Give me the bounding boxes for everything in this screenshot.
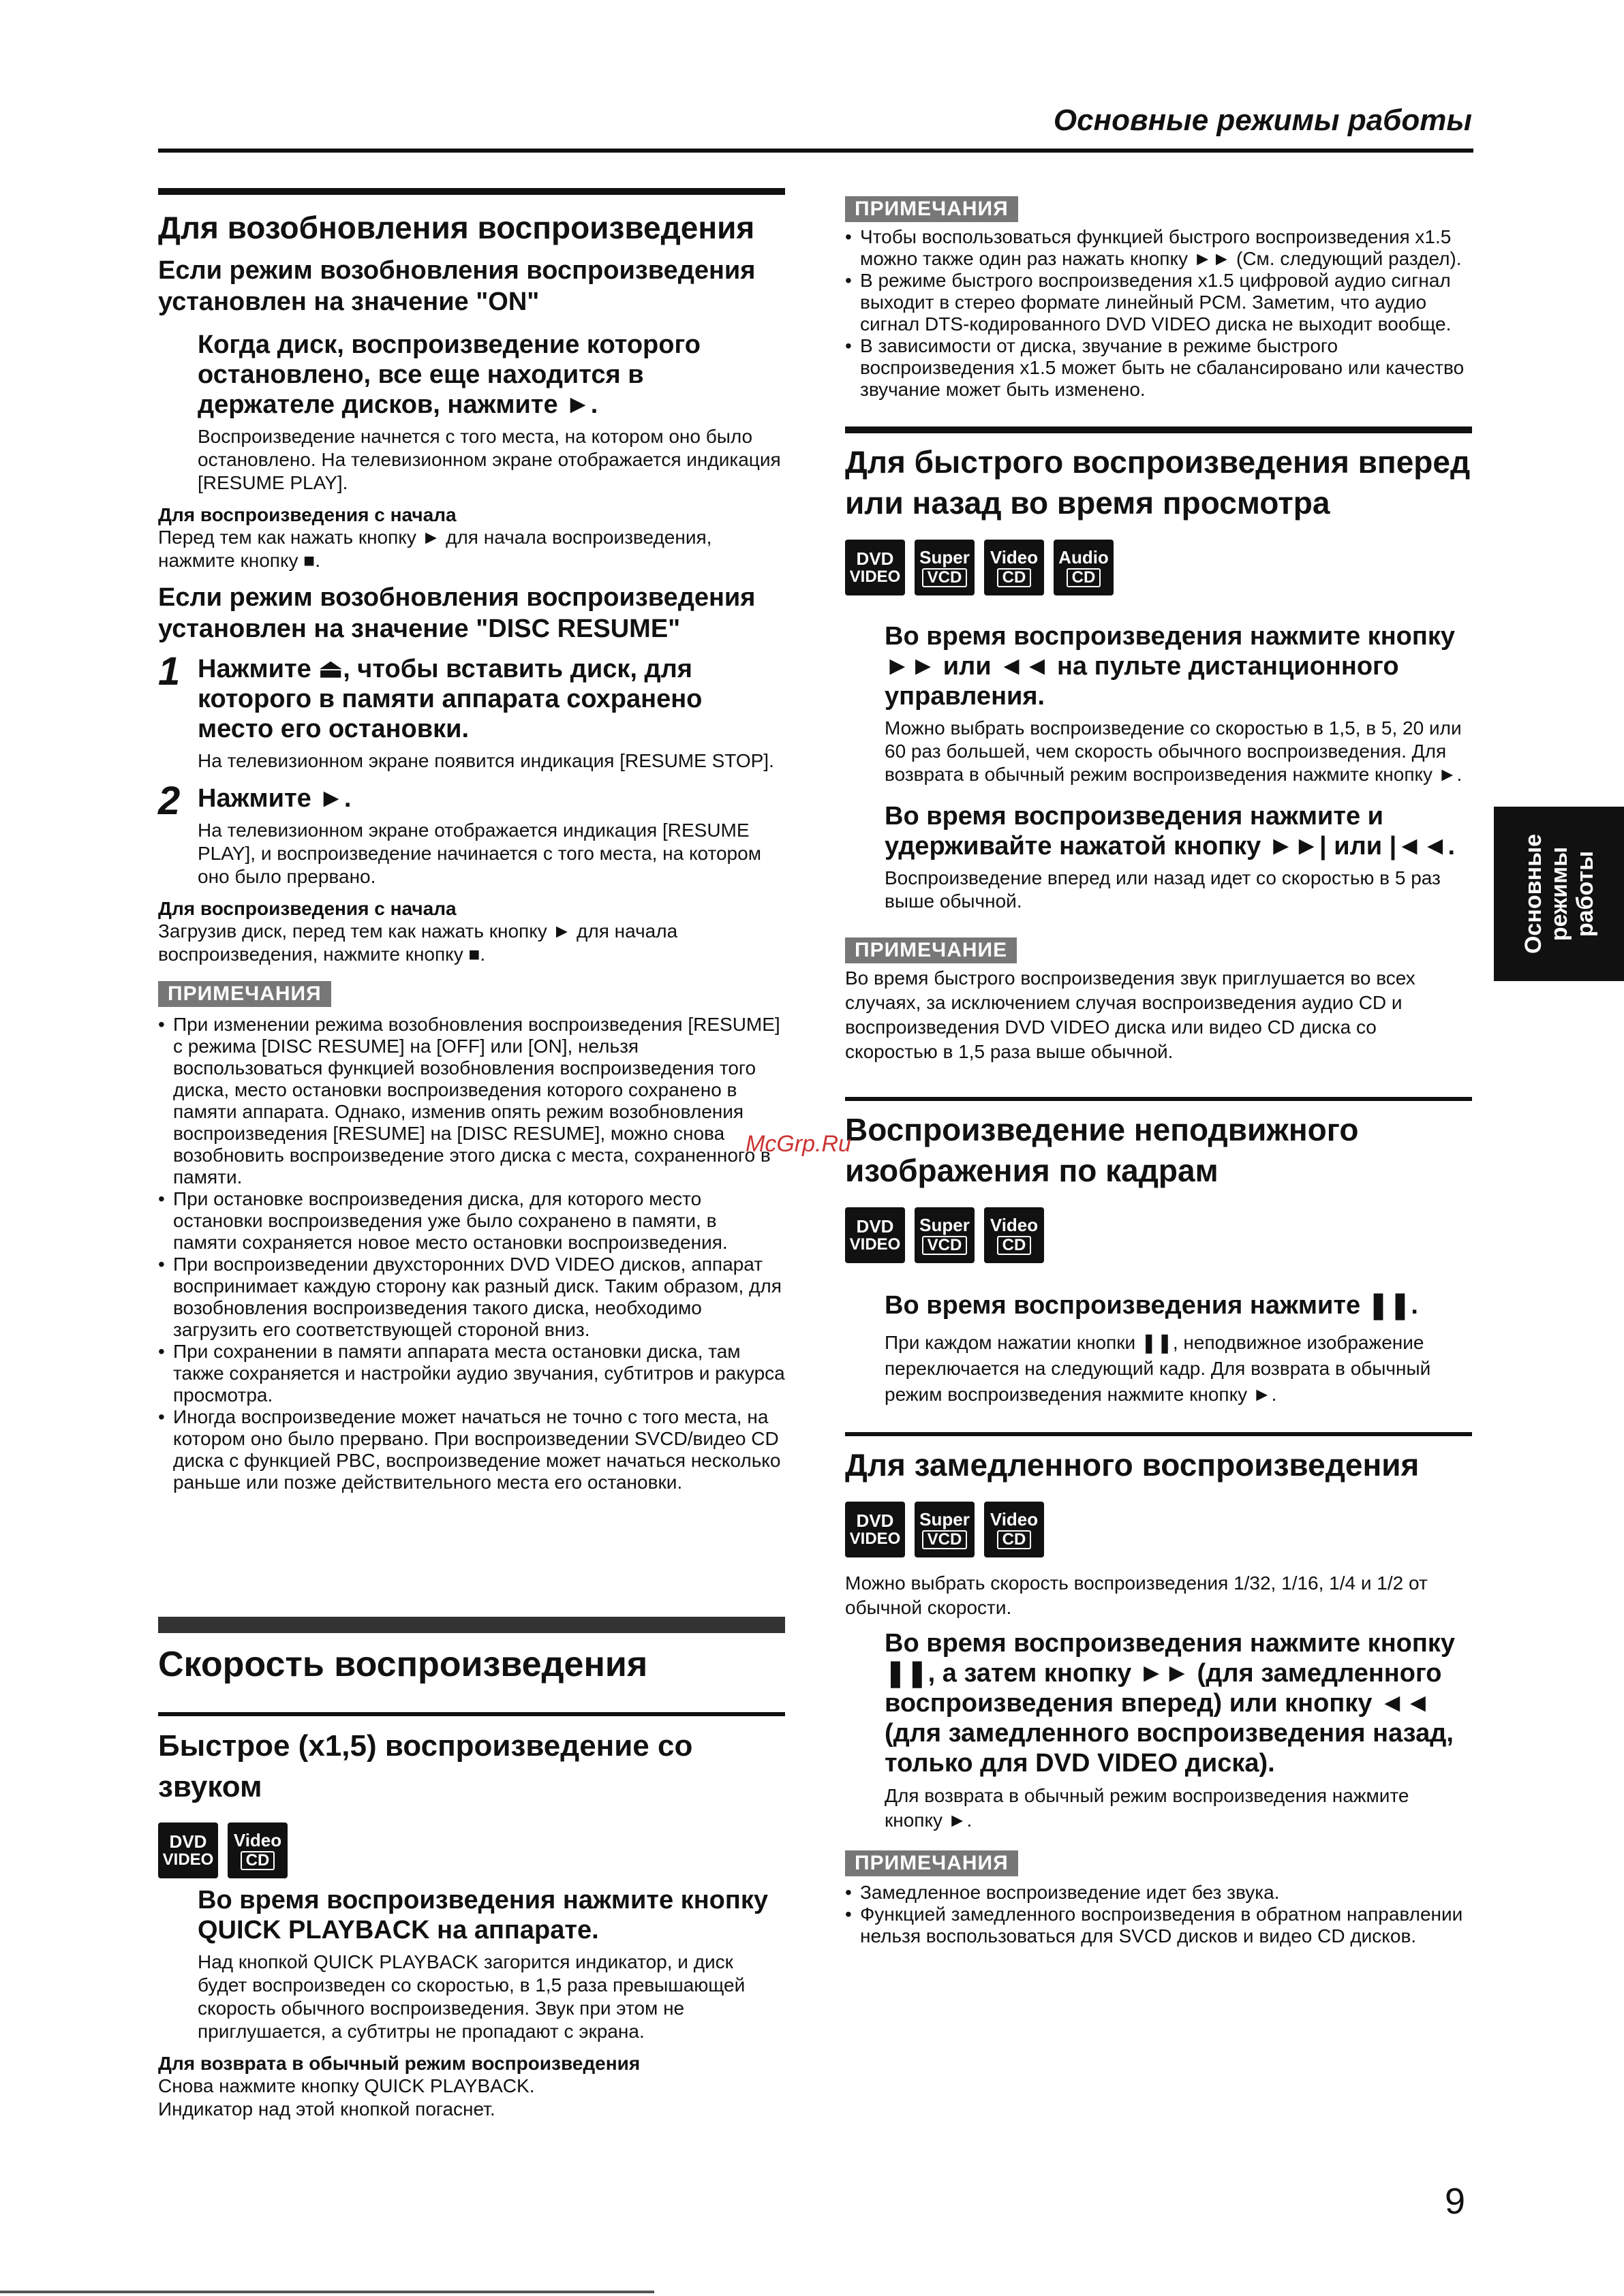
slow-notes-list	[845, 1882, 1472, 1947]
speed-section-title: Скорость воспроизведения	[158, 1645, 648, 1684]
note-item: • Замедленное воспроизведение идет без звука.	[845, 1882, 1472, 1904]
notes-badge-slow: ПРИМЕЧАНИЯ	[845, 1850, 1018, 1876]
top-notes-list	[845, 226, 1472, 401]
video-cd-logo: Video CD	[228, 1822, 288, 1878]
fast-note-text: Во время быстрого воспроизведения звук приглушается во всех случаях, за исключением случая воспроизведения аудио CD и воспроизведения DVD VIDEO диска или видео CD диска со скоростью в 1,5 раза выше обычной.	[845, 967, 1415, 1062]
note-item: • В зависимости от диска, звучание в режиме быстрого воспроизведения x1.5 может быть не сбалансировано или качество звучание может быть изменено.	[845, 335, 1472, 401]
disc-logos	[845, 540, 1472, 595]
fast-body-2: Воспроизведение вперед или назад идет со скоростью в 5 раз выше обычной.	[885, 867, 1441, 912]
note-item: • При сохранении в памяти аппарата места остановки диска, там также сохраняется и настройки аудио звучания, субтитров и ракурса просмотра.	[158, 1341, 785, 1406]
slow-section-title: Для замедленного воспроизведения	[845, 1447, 1420, 1483]
page-header-title: Основные режимы работы	[1053, 104, 1472, 137]
resume-on-body: Воспроизведение начнется с того места, на котором оно было остановлено. На телевизионном экране отображается индикация [RESUME PLAY].	[198, 426, 781, 493]
subsection-rule	[158, 1712, 785, 1716]
dvd-video-logo: DVD VIDEO	[158, 1822, 218, 1878]
resume-notes-list	[158, 1014, 785, 1493]
quick-play-step: Во время воспроизведения нажмите кнопку QUICK PLAYBACK на аппарате.	[198, 1886, 768, 1944]
dvd-video-logo: DVD VIDEO	[845, 540, 905, 595]
fast-body-1: Можно выбрать воспроизведение со скоростью в 1,5, в 5, 20 или 60 раз большей, чем скорость обычного воспроизведения. Для возврата в обычный режим воспроизведения нажмите кнопку ►.	[885, 717, 1462, 785]
disc-step-1-body: На телевизионном экране появится индикация [RESUME STOP].	[198, 750, 774, 771]
video-cd-logo: Video CD	[984, 1502, 1044, 1557]
slow-body: Для возврата в обычный режим воспроизведения нажмите кнопку ►.	[885, 1785, 1409, 1831]
frame-body: При каждом нажатии кнопки ❚❚, неподвижное изображение переключается на следующий кадр. Для возврата в обычный режим воспроизведения нажмите кнопку ►.	[885, 1332, 1431, 1405]
audio-cd-logo: Audio CD	[1054, 540, 1114, 595]
page-number: 9	[1445, 2181, 1466, 2222]
resume-disc-heading: Если режим возобновления воспроизведения установлен на значение "DISC RESUME"	[158, 583, 756, 643]
watermark: McGrp.Ru	[746, 1131, 851, 1157]
frame-section-title: Воспроизведение неподвижного изображения по кадрам	[845, 1112, 1359, 1188]
from-start-text-2: Загрузив диск, перед тем как нажать кнопку ► для начала воспроизведения, нажмите кнопку ■.	[158, 920, 678, 965]
note-item: • При остановке воспроизведения диска, для которого место остановки воспроизведения уже было сохранено в памяти, в памяти сохраняется новое место остановки воспроизведения.	[158, 1188, 785, 1254]
slow-intro: Можно выбрать скорость воспроизведения 1/32, 1/16, 1/4 и 1/2 от обычной скорости.	[845, 1572, 1428, 1618]
disc-logos	[158, 1822, 785, 1878]
quick-play-body: Над кнопкой QUICK PLAYBACK загорится индикатор, и диск будет воспроизведен со скоростью, в 1,5 раза превышающей скорость обычного воспроизведения. Звук при этом не приглушается, а субтитры не пропадают с экрана.	[198, 1951, 746, 2042]
section-rule	[158, 188, 785, 195]
notes-badge: ПРИМЕЧАНИЯ	[158, 981, 331, 1007]
note-item: • При воспроизведении двухсторонних DVD VIDEO дисков, аппарат воспринимает каждую сторону как разный диск. Таким образом, для возобновления воспроизведения такого диска, необходимо загрузить его соответствующей стороной вниз.	[158, 1254, 785, 1341]
section-rule	[845, 1432, 1472, 1436]
left-column	[158, 188, 785, 1493]
note-item: • В режиме быстрого воспроизведения x1.5 цифровой аудио сигнал выходит в стерео формате линейный PCM. Заметим, что аудио сигнал DTS-кодированного DVD VIDEO диска не выходит вообще.	[845, 270, 1472, 335]
dvd-video-logo: DVD VIDEO	[845, 1502, 905, 1557]
note-item: • Чтобы воспользоваться функцией быстрого воспроизведения x1.5 можно также один раз нажать кнопку ►► (См. следующий раздел).	[845, 226, 1472, 270]
step-number-2: 2	[158, 779, 181, 823]
footer-line	[0, 2291, 654, 2293]
video-cd-logo: Video CD	[984, 1207, 1044, 1263]
note-badge-fast: ПРИМЕЧАНИЕ	[845, 937, 1017, 963]
quick-play-title: Быстрое (x1,5) воспроизведение со звуком	[158, 1729, 693, 1803]
from-start-label-1: Для воспроизведения с начала	[158, 504, 457, 525]
disc-logos	[845, 1207, 1472, 1263]
fast-step-1: Во время воспроизведения нажмите кнопку ►► или ◄◄ на пульте дистанционного управления.	[885, 622, 1455, 711]
super-vcd-logo: Super VCD	[915, 1502, 975, 1557]
disc-logos	[845, 1502, 1472, 1557]
section-rule-thick	[158, 1617, 785, 1633]
video-cd-logo: Video CD	[984, 540, 1044, 595]
fast-section-title: Для быстрого воспроизведения вперед или назад во время просмотра	[845, 444, 1471, 521]
side-tab-label: Основные режимы работы	[1520, 833, 1598, 955]
frame-step: Во время воспроизведения нажмите ❚❚.	[885, 1291, 1418, 1320]
right-column	[845, 196, 1472, 1947]
disc-step-2-body: На телевизионном экране отображается индикация [RESUME PLAY], и воспроизведение начинается с того места, на котором оно было прервано.	[198, 820, 761, 887]
step-number-1: 1	[158, 649, 181, 694]
note-item: • Иногда воспроизведение может начаться не точно с того места, на котором оно было прервано. При воспроизведении SVCD/видео CD диска с функцией PBC, воспроизведение может начаться несколько раньше или позже действительного места его остановки.	[158, 1406, 785, 1493]
header-rule	[158, 149, 1473, 153]
dvd-video-logo: DVD VIDEO	[845, 1207, 905, 1263]
notes-badge-top: ПРИМЕЧАНИЯ	[845, 196, 1018, 222]
super-vcd-logo: Super VCD	[915, 540, 975, 595]
fast-step-2: Во время воспроизведения нажмите и удерживайте нажатой кнопку ►►| или |◄◄.	[885, 802, 1456, 860]
note-item: • При изменении режима возобновления воспроизведения [RESUME] с режима [DISC RESUME] на [OFF] или [ON], нельзя воспользоваться функцией возобновления воспроизведения того диска, место остановки воспроизведения которого сохранено в памяти аппарата. Однако, изменив опять режим возобновления воспроизведения [RESUME] на [DISC RESUME], можно снова возобновить воспроизведение этого диска с места, сохраненного в памяти.	[158, 1014, 785, 1188]
super-vcd-logo: Super VCD	[915, 1207, 975, 1263]
disc-step-1-title: Нажмите ⏏, чтобы вставить диск, для которого в памяти аппарата сохранено место его остановки.	[198, 655, 703, 743]
speed-section	[158, 1617, 785, 2121]
return-normal-label: Для возврата в обычный режим воспроизведения	[158, 2053, 641, 2074]
note-item: • Функцией замедленного воспроизведения в обратном направлении нельзя воспользоваться для SVCD дисков и видео CD дисков.	[845, 1904, 1472, 1947]
disc-step-2-title: Нажмите ►.	[198, 784, 352, 813]
slow-step: Во время воспроизведения нажмите кнопку ❚❚, а затем кнопку ►► (для замедленного воспроизведения вперед) или кнопку ◄◄ (для замедленного воспроизведения назад, только для DVD VIDEO диска).	[885, 1629, 1455, 1778]
resume-on-heading: Если режим возобновления воспроизведения установлен на значение "ON"	[158, 256, 756, 316]
return-normal-text-2: Индикатор над этой кнопкой погаснет.	[158, 2098, 495, 2120]
return-normal-text-1: Снова нажмите кнопку QUICK PLAYBACK.	[158, 2075, 535, 2096]
resume-on-step: Когда диск, воспроизведение которого остановлено, все еще находится в держателе дисков, нажмите ►.	[198, 330, 701, 419]
from-start-label-2: Для воспроизведения с начала	[158, 898, 457, 919]
resume-section-title: Для возобновления воспроизведения	[158, 210, 755, 245]
from-start-text-1: Перед тем как нажать кнопку ► для начала воспроизведения, нажмите кнопку ■.	[158, 527, 712, 571]
section-rule	[845, 426, 1472, 433]
side-tab	[1494, 807, 1624, 981]
section-rule	[845, 1097, 1472, 1101]
